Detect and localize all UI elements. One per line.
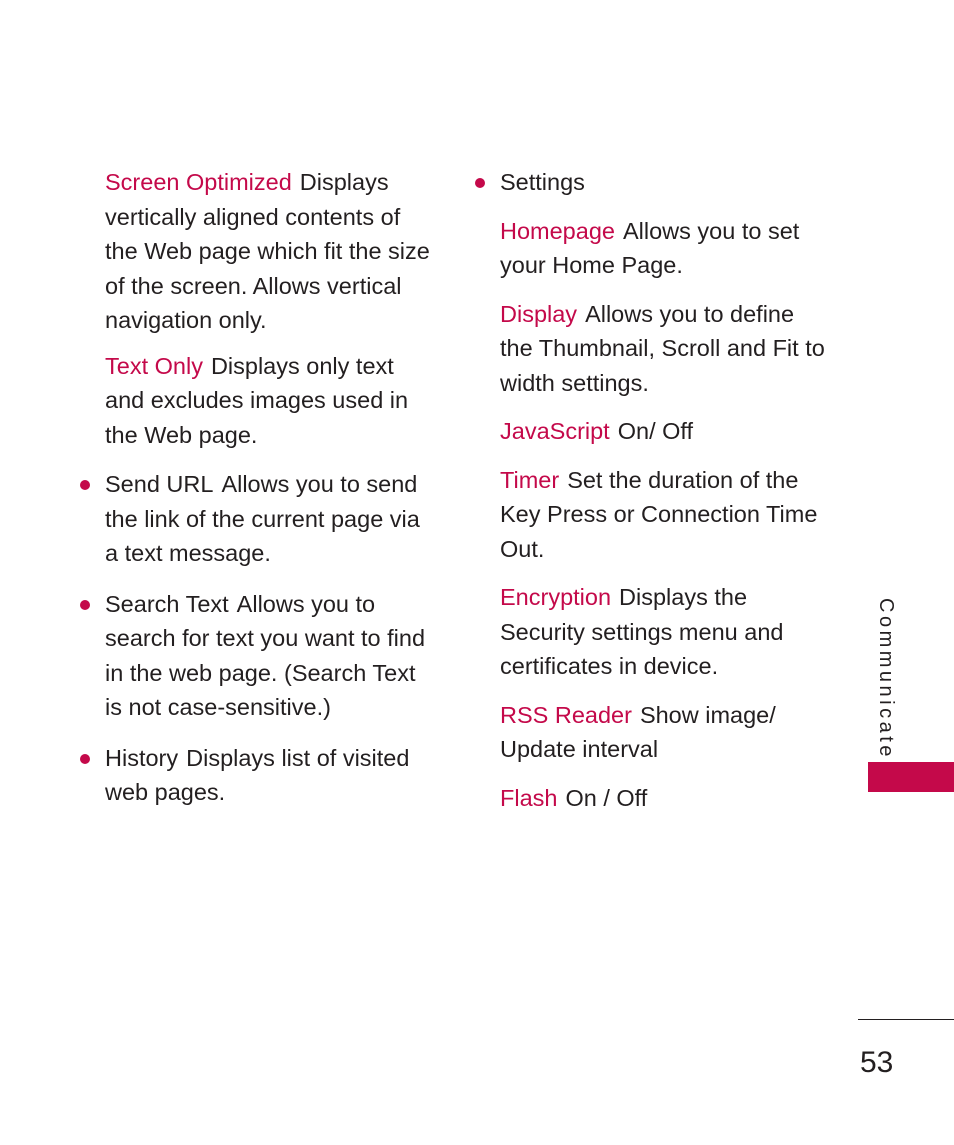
term-description: Show image/ Update interval [500, 701, 776, 762]
entry-display [500, 297, 830, 401]
entry-flash [500, 781, 830, 816]
bullet-send-url [105, 467, 435, 571]
bullet-heading: Search Text [105, 590, 229, 617]
term-label: Screen Optimized [105, 169, 292, 195]
term-description: Allows you to define the Thumbnail, Scroll and Fit to width settings. [500, 300, 825, 396]
bullet-description: Allows you to search for text you want to find in the web page. (Search Text is not case-sensitive.) [105, 590, 426, 720]
term-label: Timer [500, 466, 560, 493]
term-description: Set the duration of the Key Press or Connection Time Out. [500, 466, 818, 562]
bullet-description: Allows you to send the link of the current page via a text message. [105, 471, 420, 566]
term-label: Display [500, 300, 578, 327]
term-description: Allows you to set your Home Page. [500, 217, 800, 278]
footer-rule [858, 1019, 954, 1020]
term-description: Displays vertically aligned contents of the Web page which fit the size of the screen. Allows vertical navigation only. [105, 169, 430, 333]
entry-homepage [500, 214, 830, 283]
term-label: Homepage [500, 217, 615, 244]
page-number: 53 [860, 1046, 894, 1079]
bullet-settings [500, 165, 830, 200]
term-description: On / Off [565, 784, 648, 811]
entry-text-only [105, 349, 435, 453]
bullet-heading: Settings [500, 169, 585, 195]
term-label: JavaScript [500, 418, 610, 444]
section-tab-marker [868, 762, 954, 792]
entry-encryption [500, 580, 830, 684]
term-label: RSS Reader [500, 701, 632, 728]
term-description: Displays only text and excludes images used in the Web page. [105, 352, 409, 448]
entry-rss-reader [500, 698, 830, 767]
entry-javascript [500, 414, 830, 449]
right-column [500, 165, 830, 826]
bullet-search-text [105, 587, 435, 725]
term-description: Displays the Security settings menu and certificates in device. [500, 584, 784, 679]
term-label: Flash [500, 784, 558, 811]
term-description: On/ Off [617, 418, 694, 444]
entry-screen-optimized [105, 165, 435, 338]
bullet-heading: Send URL [105, 471, 214, 497]
entry-timer [500, 463, 830, 567]
section-side-label: Communicate [875, 598, 897, 760]
term-label: Text Only [105, 352, 203, 379]
bullet-description: Displays list of visited web pages. [105, 744, 410, 805]
bullet-heading: History [105, 744, 179, 771]
term-label: Encryption [500, 584, 612, 610]
left-column [105, 165, 435, 826]
bullet-history [105, 741, 435, 810]
